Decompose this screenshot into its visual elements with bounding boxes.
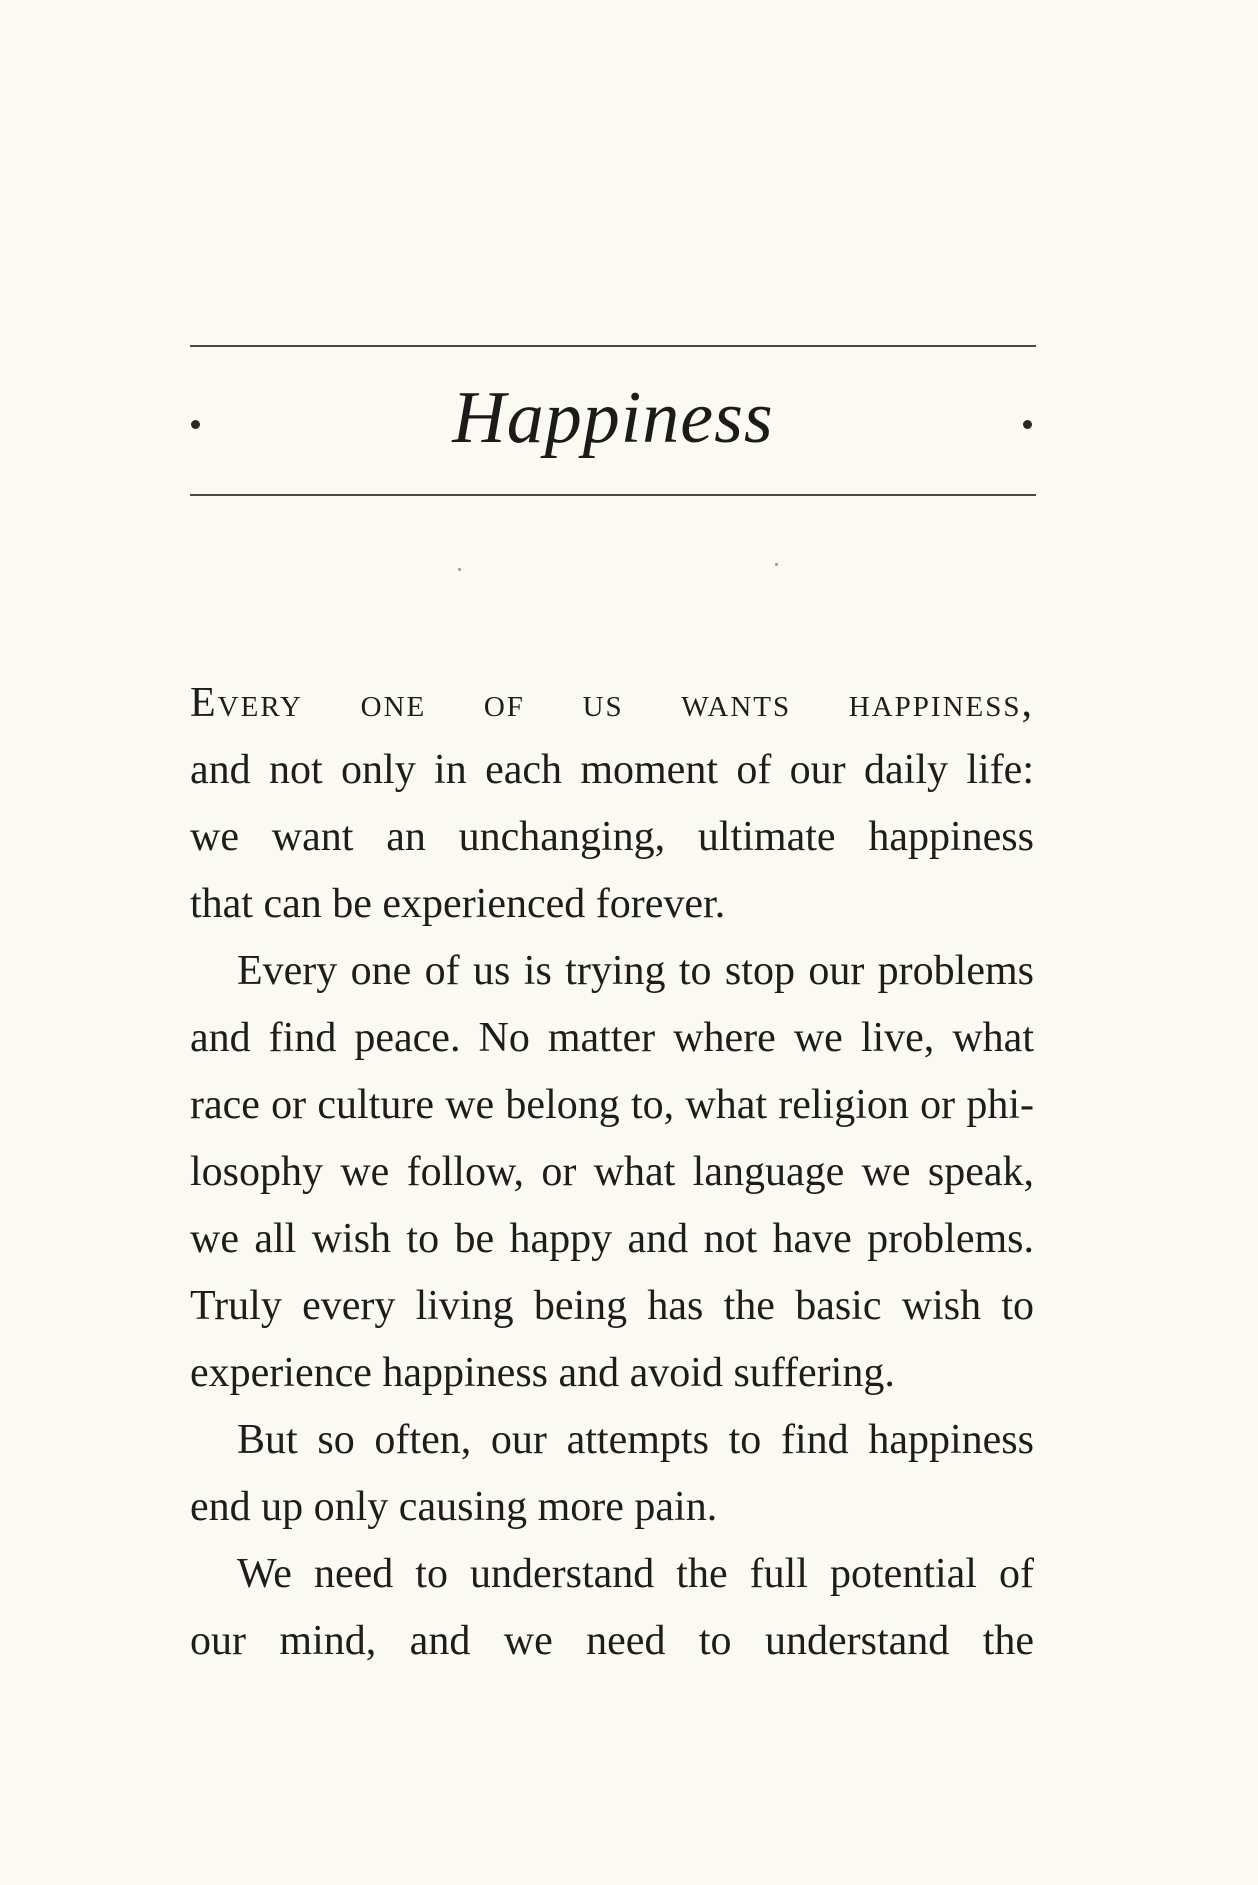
paper-speck: [458, 568, 461, 571]
paragraph-2-line-2: and find peace. No matter where we live, what: [190, 1015, 1034, 1061]
chapter-title: Happiness: [452, 377, 774, 459]
heading-rule-top: [190, 345, 1036, 347]
paragraph-2-line-3: race or culture we belong to, what religion or phi-: [190, 1082, 1034, 1128]
heading-ornament-right: [1023, 420, 1032, 429]
paragraph-4-line-2: our mind, and we need to understand the: [190, 1618, 1034, 1664]
paragraph-2-line-6: Truly every living being has the basic wish to: [190, 1283, 1034, 1329]
paragraph-2-line-5: we all wish to be happy and not have problems.: [190, 1216, 1034, 1262]
heading-rule-bottom: [190, 494, 1036, 496]
paragraph-1-line-4: that can be experienced forever.: [190, 881, 726, 927]
body-text: [190, 670, 1034, 1675]
paragraph-2-line-7: experience happiness and avoid suffering.: [190, 1350, 895, 1396]
paragraph-1-line-2: and not only in each moment of our daily life:: [190, 747, 1034, 793]
paragraph-3-line-2: end up only causing more pain.: [190, 1484, 718, 1530]
paragraph-3-line-1: But so often, our attempts to find happiness: [237, 1417, 1034, 1463]
paragraph-2-line-1: Every one of us is trying to stop our problems: [237, 948, 1034, 994]
paragraph-2-line-4: losophy we follow, or what language we speak,: [190, 1149, 1034, 1195]
paper-speck: [775, 563, 778, 566]
paragraph-4-line-1: We need to understand the full potential of: [237, 1551, 1034, 1597]
paragraph-1-line-3: we want an unchanging, ultimate happiness: [190, 814, 1034, 860]
paragraph-1-line-1: Every one of us wants happiness,: [190, 680, 1034, 726]
